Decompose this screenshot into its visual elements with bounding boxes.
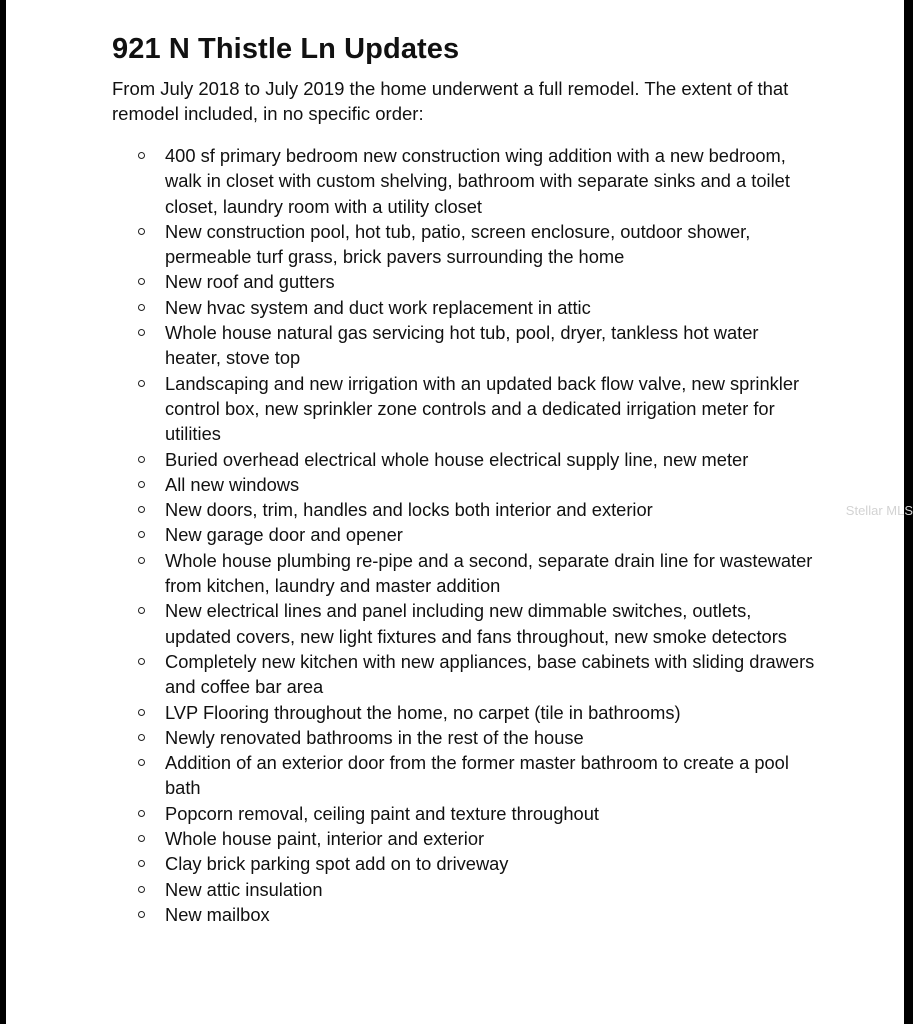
list-item: [136, 472, 816, 497]
hollow-bullet-icon: [138, 329, 145, 336]
hollow-bullet-icon: [138, 278, 145, 285]
list-item-text: New mailbox: [165, 903, 270, 925]
hollow-bullet-icon: [138, 759, 145, 766]
hollow-bullet-icon: [138, 152, 145, 159]
list-item-text: Clay brick parking spot add on to driveway: [165, 853, 509, 875]
hollow-bullet-icon: [138, 228, 145, 235]
hollow-bullet-icon: [138, 481, 145, 488]
hollow-bullet-icon: [138, 886, 145, 893]
list-item-text: New attic insulation: [165, 878, 323, 900]
list-item: [136, 700, 816, 725]
list-item: [136, 902, 816, 927]
list-item-text: New doors, trim, handles and locks both interior and exterior: [165, 499, 653, 521]
list-item: [136, 877, 816, 902]
list-item: [136, 320, 816, 371]
intro-paragraph: From July 2018 to July 2019 the home underwent a full remodel. The extent of that remodel included, in no specific order:: [112, 78, 789, 125]
hollow-bullet-icon: [138, 734, 145, 741]
list-item: [136, 295, 816, 320]
list-item: [136, 801, 816, 826]
hollow-bullet-icon: [138, 658, 145, 665]
document-page: [6, 0, 904, 1024]
list-item-text: New garage door and opener: [165, 524, 403, 546]
updates-list: [136, 143, 816, 927]
list-item: [136, 598, 816, 649]
page-title: 921 N Thistle Ln Updates: [112, 33, 460, 65]
list-item: [136, 725, 816, 750]
list-item: [136, 497, 816, 522]
hollow-bullet-icon: [138, 709, 145, 716]
hollow-bullet-icon: [138, 304, 145, 311]
list-item-text: Landscaping and new irrigation with an updated back flow valve, new sprinkler control box, new sprinkler zone controls and a dedicated irrigation meter for utilities: [165, 372, 800, 445]
hollow-bullet-icon: [138, 810, 145, 817]
list-item-text: Whole house natural gas servicing hot tub, pool, dryer, tankless hot water heater, stove top: [165, 322, 759, 369]
list-item: [136, 548, 816, 599]
list-item-text: Completely new kitchen with new appliances, base cabinets with sliding drawers and coffee bar area: [165, 650, 815, 698]
hollow-bullet-icon: [138, 380, 145, 387]
hollow-bullet-icon: [138, 456, 145, 463]
hollow-bullet-icon: [138, 531, 145, 538]
list-item: [136, 750, 816, 801]
list-item: [136, 219, 816, 270]
list-item-text: New hvac system and duct work replacement in attic: [165, 296, 591, 318]
hollow-bullet-icon: [138, 557, 145, 564]
list-item-text: Whole house paint, interior and exterior: [165, 828, 485, 850]
list-item-text: Newly renovated bathrooms in the rest of the house: [165, 726, 584, 748]
list-item: [136, 143, 816, 219]
hollow-bullet-icon: [138, 911, 145, 918]
hollow-bullet-icon: [138, 860, 145, 867]
list-item-text: Buried overhead electrical whole house electrical supply line, new meter: [165, 448, 749, 470]
watermark-text: Stellar MLS: [845, 503, 913, 518]
list-item-text: Whole house plumbing re-pipe and a second, separate drain line for wastewater from kitchen, laundry and master addition: [165, 549, 813, 597]
list-item-text: All new windows: [165, 473, 300, 495]
list-item-text: LVP Flooring throughout the home, no carpet (tile in bathrooms): [165, 701, 681, 723]
hollow-bullet-icon: [138, 607, 145, 614]
hollow-bullet-icon: [138, 835, 145, 842]
list-item: [136, 269, 816, 294]
list-item: [136, 522, 816, 547]
list-item: [136, 851, 816, 876]
hollow-bullet-icon: [138, 506, 145, 513]
list-item: [136, 649, 816, 700]
list-item: [136, 371, 816, 447]
list-item-text: Addition of an exterior door from the former master bathroom to create a pool bath: [165, 752, 789, 799]
list-item-text: Popcorn removal, ceiling paint and texture throughout: [165, 802, 599, 824]
list-item-text: 400 sf primary bedroom new construction wing addition with a new bedroom, walk in closet with custom shelving, bathroom with separate sinks and a toilet closet, laundry room with a utility closet: [165, 145, 790, 217]
list-item-text: New roof and gutters: [165, 271, 335, 293]
list-item: [136, 447, 816, 472]
list-item-text: New electrical lines and panel including new dimmable switches, outlets, updated covers, new light fixtures and fans throughout, new smoke detectors: [165, 600, 787, 647]
list-item: [136, 826, 816, 851]
list-item-text: New construction pool, hot tub, patio, screen enclosure, outdoor shower, permeable turf grass, brick pavers surrounding the home: [165, 220, 751, 268]
